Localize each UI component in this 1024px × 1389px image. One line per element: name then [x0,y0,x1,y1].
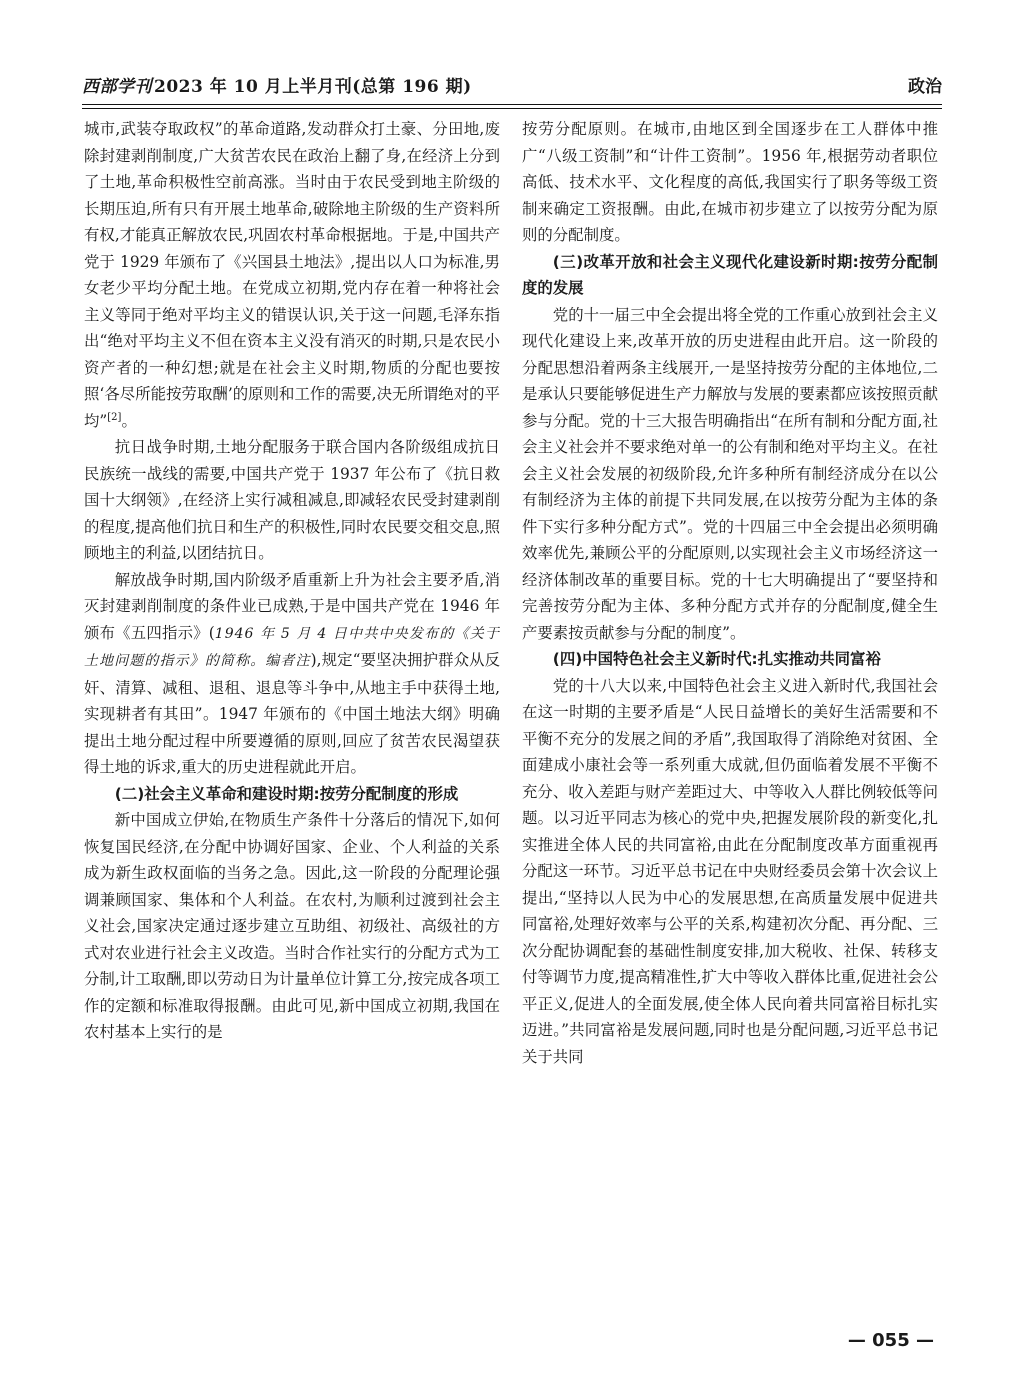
editor-note: 1946 年 5 月 4 日中共中央发布的《关于土地问题的指示》的简称。编者注 [84,625,500,669]
paragraph: 党的十一届三中全会提出将全党的工作重心放到社会主义现代化建设上来,改革开放的历史进程由此开启。这一阶段的分配思想沿着两条主线展开,一是坚持按劳分配的主体地位,二是承认只要能够促进生产力解放与发展的要素都应该按照贡献参与分配。党的十三大报告明确指出“在所有制和分配方面,社会主义社会并不要求绝对单一的公有制和绝对平均主义。在社会主义社会发展的初级阶段,允许多种所有制经济成分在以公有制经济为主体的前提下共同发展,在以按劳分配为主体的条件下实行多种分配方式”。党的十四届三中全会提出必须明确效率优先,兼顾公平的分配原则,以实现社会主义市场经济这一经济体制改革的重要目标。党的十七大明确提出了“要坚持和完善按劳分配为主体、多种分配方式并存的分配制度,健全生产要素按贡献参与分配的制度”。 [522,305,938,642]
paragraph-text: 城市,武装夺取政权”的革命道路,发动群众打土豪、分田地,废除封建剥削制度,广大贫苦农民在政治上翻了身,在经济上分到了土地,革命积极性空前高涨。当时由于农民受到地主阶级的长期压迫,所有只有开展土地革命,破除地主阶级的生产资料所有权,才能真正解放农民,巩固农村革命根据地。于是,中国共产党于 1929 年颁布了《兴国县土地法》,提出以人口为标准,男女老少平均分配土地。在党成立初期,党内存在着一种将社会主义等同于绝对平均主义的错误认识,关于这一问题,毛泽东指出“绝对平均主义不但在资本主义没有消灭的时期,只是农民小资产者的一种幻想;就是在社会主义时期,物质的分配也要按照‘各尽所能按劳取酬’的原则和工作的需要,决无所谓绝对的平均” [84,120,500,430]
paragraph [84,567,500,781]
paragraph: 抗日战争时期,土地分配服务于联合国内各阶级组成抗日民族统一战线的需要,中国共产党于 1937 年公布了《抗日救国十大纲领》,在经济上实行减租减息,即减轻农民受封建剥削的程度,提高他们抗日和生产的积极性,同时农民要交租交息,照顾地主的利益,以团结抗日。 [84,438,500,562]
paragraph [84,116,500,434]
header-rule-bottom [82,108,942,109]
paragraph-text: ),规定“要坚决拥护群众从反奸、清算、减租、退租、退息等斗争中,从地主手中获得土地,实现耕者有其田”。1947 年颁布的《中国土地法大纲》明确提出土地分配过程中所要遵循的原则,回应了贫苦农民渴望获得土地的诉求,重大的历史进程就此开启。 [84,651,501,776]
section-label: 政治 [908,77,942,97]
paragraph-text: 解放战争时期,国内阶级矛盾重新上升为社会主要矛盾,消灭封建剥削制度的条件业已成熟,于是中国共产党在 1946 年颁布《五四指示》( [84,570,500,642]
page-number: — 055 — [847,1330,934,1351]
running-header [82,68,942,100]
citation-ref: [2] [107,411,122,423]
right-column [522,116,938,1070]
paragraph-end: 。 [121,411,137,430]
section-heading: (四)中国特色社会主义新时代:扎实推动共同富裕 [552,650,881,668]
paragraph: 按劳分配原则。在城市,由地区到全国逐步在工人群体中推广“八级工资制”和“计件工资制”。1956 年,根据劳动者职位高低、技术水平、文化程度的高低,我国实行了职务等级工资制来确定工资报酬。由此,在城市初步建立了以按劳分配为原则的分配制度。 [522,120,938,244]
issue-info: 2023 年 10 月上半月刊(总第 196 期) [154,77,472,97]
left-column [84,116,500,1046]
header-rule-top [82,104,942,105]
section-heading: (三)改革开放和社会主义现代化建设新时期:按劳分配制度的发展 [522,252,938,297]
paragraph: 党的十八大以来,中国特色社会主义进入新时代,我国社会在这一时期的主要矛盾是“人民日益增长的美好生活需要和不平衡不充分的发展之间的矛盾”,我国取得了消除绝对贫困、全面建成小康社会等一系列重大成就,但仍面临着发展不平衡不充分、收入差距与财产差距过大、中等收入人群比例较低等问题。以习近平同志为核心的党中央,把握发展阶段的新变化,扎实推进全体人民的共同富裕,由此在分配制度改革方面重视再分配这一环节。习近平总书记在中央财经委员会第十次会议上提出,“坚持以人民为中心的发展思想,在高质量发展中促进共同富裕,处理好效率与公平的关系,构建初次分配、再分配、三次分配协调配套的基础性制度安排,加大税收、社保、转移支付等调节力度,提高精准性,扩大中等收入群体比重,促进社会公平正义,促进人的全面发展,使全体人民向着共同富裕目标扎实迈进。”共同富裕是发展问题,同时也是分配问题,习近平总书记关于共同 [522,676,938,1066]
section-heading: (二)社会主义革命和建设时期:按劳分配制度的形成 [114,784,459,803]
paragraph: 新中国成立伊始,在物质生产条件十分落后的情况下,如何恢复国民经济,在分配中协调好国家、企业、个人利益的关系成为新生政权面临的当务之急。因此,这一阶段的分配理论强调兼顾国家、集体和个人利益。在农村,为顺利过渡到社会主义社会,国家决定通过逐步建立互助组、初级社、高级社的方式对农业进行社会主义改造。当时合作社实行的分配方式为工分制,计工取酬,即以劳动日为计量单位计算工分,按完成各项工作的定额和标准取得报酬。由此可见,新中国成立初期,我国在农村基本上实行的是 [84,811,500,1041]
journal-name: 西部学刊 [82,77,152,97]
journal-title [82,72,472,97]
